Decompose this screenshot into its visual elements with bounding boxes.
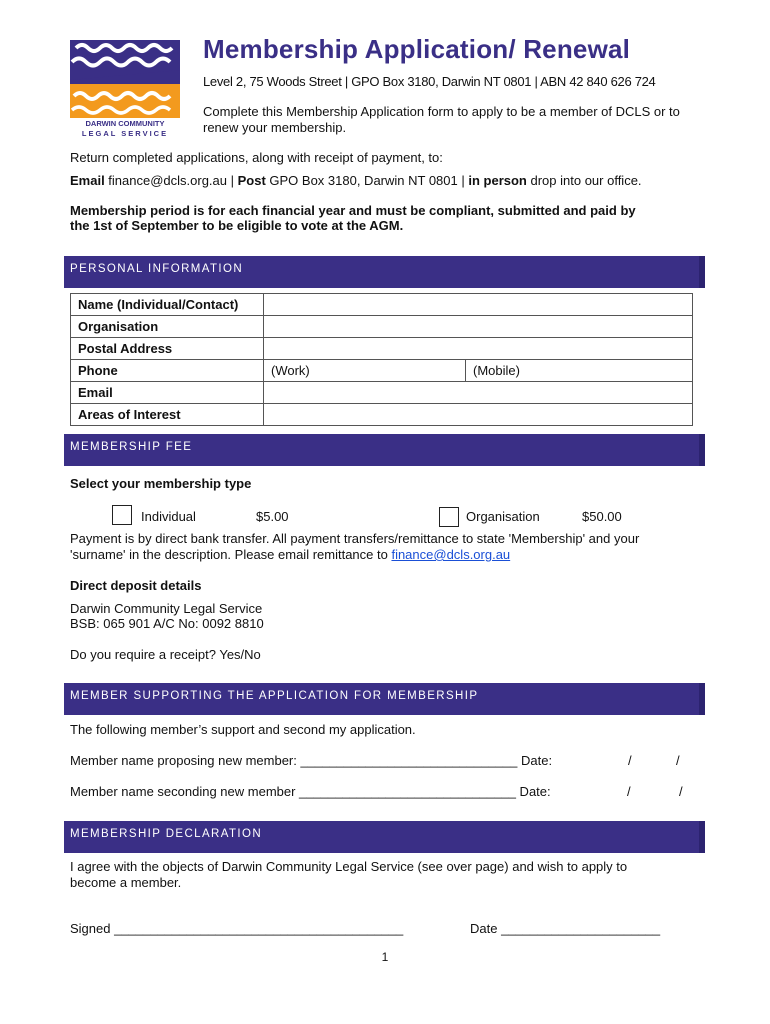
section-header-fee (64, 434, 705, 466)
table-row (71, 316, 693, 338)
post-value: GPO Box 3180, Darwin NT 0801 | (265, 173, 469, 188)
individual-label: Individual (141, 509, 196, 524)
payment-line-2 (70, 547, 510, 563)
payment-line-2-text: 'surname' in the description. Please email remittance to (70, 547, 392, 562)
email-field-label: Email (71, 382, 264, 404)
phone-label: Phone (71, 360, 264, 382)
deposit-account-name: Darwin Community Legal Service (70, 601, 263, 616)
name-field[interactable] (264, 294, 693, 316)
personal-info-table (70, 293, 693, 426)
select-type-label: Select your membership type (70, 476, 252, 491)
table-row (71, 404, 693, 426)
period-line-1: Membership period is for each financial year and must be compliant, submitted and paid by (70, 203, 636, 218)
post-label: Post (237, 173, 266, 188)
logo-line1: DARWIN COMMUNITY (85, 119, 165, 128)
period-line-2: the 1st of September to be eligible to vote at the AGM. (70, 218, 404, 233)
organisation-checkbox[interactable] (439, 507, 459, 527)
signature-field[interactable]: Signed ________________________________________ (70, 921, 404, 936)
postal-address-field[interactable] (264, 338, 693, 360)
phone-mobile-field[interactable] (466, 360, 693, 382)
in-person-value: drop into our office. (526, 173, 642, 188)
intro-text: Complete this Membership Application form to apply to be a member of DCLS or to renew your membership. (203, 104, 680, 135)
areas-of-interest-label: Areas of Interest (71, 404, 264, 426)
email-field[interactable] (264, 382, 693, 404)
declaration-date-field[interactable]: Date ______________________ (470, 921, 661, 936)
postal-address-label: Postal Address (71, 338, 264, 360)
page-number: 1 (381, 950, 389, 964)
table-row (71, 382, 693, 404)
individual-price: $5.00 (256, 509, 289, 524)
section-title-personal: PERSONAL INFORMATION (70, 263, 244, 275)
remittance-email-link[interactable]: finance@dcls.org.au (391, 547, 511, 562)
declaration-line-1: I agree with the objects of Darwin Community Legal Service (see over page) and wish to apply to (70, 859, 628, 874)
section-title-supporting: MEMBER SUPPORTING THE APPLICATION FOR MEMBERSHIP (70, 690, 479, 702)
section-title-fee: MEMBERSHIP FEE (70, 441, 193, 453)
contact-line (70, 173, 642, 189)
proposing-date-slash-2: / (676, 753, 680, 768)
areas-of-interest-field[interactable] (264, 404, 693, 426)
section-header-supporting (64, 683, 705, 715)
organisation-price: $50.00 (582, 509, 622, 524)
receipt-question: Do you require a receipt? Yes/No (70, 647, 261, 662)
section-title-declaration: MEMBERSHIP DECLARATION (70, 828, 263, 840)
return-instructions: Return completed applications, along with receipt of payment, to: (70, 150, 443, 165)
phone-work-label: (Work) (271, 363, 310, 378)
in-person-label: in person (468, 173, 527, 188)
organisation-type-label: Organisation (466, 509, 540, 524)
proposing-member-line[interactable]: Member name proposing new member: ______________________________ Date: (70, 753, 553, 768)
payment-line-1: Payment is by direct bank transfer. All payment transfers/remittance to state 'Membership' and your (70, 531, 640, 546)
phone-work-field[interactable] (264, 360, 466, 382)
email-value: finance@dcls.org.au | (104, 173, 238, 188)
section-header-declaration (64, 821, 705, 853)
deposit-heading: Direct deposit details (70, 578, 202, 593)
table-row (71, 338, 693, 360)
organisation-field[interactable] (264, 316, 693, 338)
seconding-member-line[interactable]: Member name seconding new member ______________________________ Date: (70, 784, 551, 799)
logo-line2: LEGAL SERVICE (81, 129, 169, 138)
email-label: Email (70, 173, 105, 188)
section-header-personal (64, 256, 705, 288)
page-title: Membership Application/ Renewal (203, 34, 631, 64)
dcls-logo (70, 40, 180, 138)
table-row (71, 294, 693, 316)
declaration-line-2: become a member. (70, 875, 182, 890)
table-row (71, 360, 693, 382)
organisation-label: Organisation (71, 316, 264, 338)
individual-checkbox[interactable] (112, 505, 132, 525)
deposit-bsb: BSB: 065 901 A/C No: 0092 8810 (70, 616, 264, 631)
address-line: Level 2, 75 Woods Street | GPO Box 3180, Darwin NT 0801 | ABN 42 840 626 724 (203, 74, 656, 89)
seconding-date-slash-1: / (627, 784, 631, 799)
supporting-intro: The following member’s support and second my application. (70, 722, 416, 737)
seconding-date-slash-2: / (679, 784, 683, 799)
dcls-logo-graphic (70, 40, 180, 138)
name-label: Name (Individual/Contact) (71, 294, 264, 316)
phone-mobile-label: (Mobile) (473, 363, 520, 378)
proposing-date-slash-1: / (628, 753, 632, 768)
